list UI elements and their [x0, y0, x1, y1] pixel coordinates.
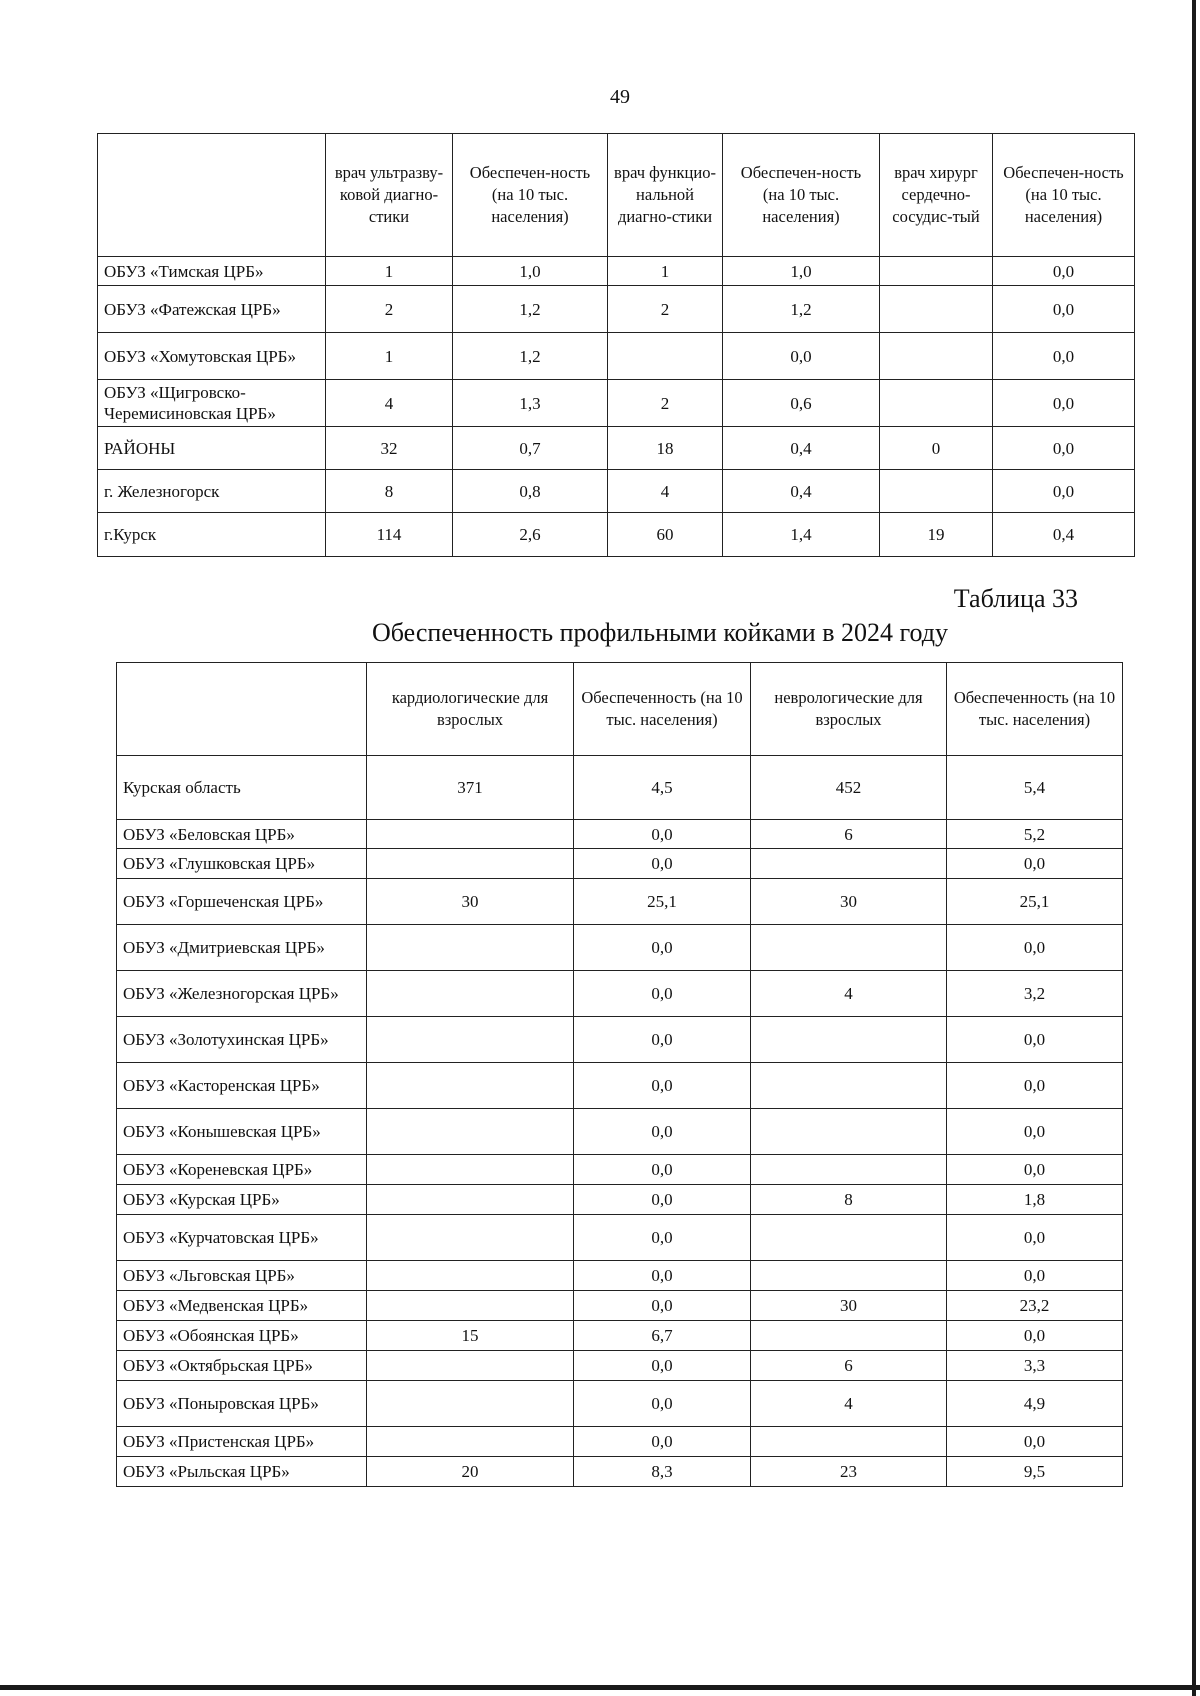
value-cell [751, 925, 947, 971]
table-row [117, 1291, 1123, 1321]
value-cell: 1,0 [453, 257, 608, 286]
table-row [117, 971, 1123, 1017]
value-cell [367, 1109, 574, 1155]
row-label-cell: г.Курск [98, 513, 326, 557]
value-cell: 30 [751, 879, 947, 925]
row-label-cell: ОБУЗ «Фатежская ЦРБ» [98, 286, 326, 333]
row-label-cell: ОБУЗ «Щигровско-Черемисиновская ЦРБ» [98, 380, 326, 427]
table-row [117, 879, 1123, 925]
value-cell: 4,9 [947, 1381, 1123, 1427]
value-cell [367, 1215, 574, 1261]
table-title: Обеспеченность профильными койками в 2024 году [372, 618, 948, 647]
row-label-cell: ОБУЗ «Касторенская ЦРБ» [117, 1063, 367, 1109]
header-cell-provision: Обеспечен-ность (на 10 тыс. населения) [453, 134, 608, 257]
row-label-cell: ОБУЗ «Дмитриевская ЦРБ» [117, 925, 367, 971]
value-cell: 4 [608, 470, 723, 513]
row-label-cell: ОБУЗ «Беловская ЦРБ» [117, 820, 367, 849]
value-cell: 0,0 [947, 849, 1123, 879]
table-row [117, 1185, 1123, 1215]
value-cell: 6 [751, 820, 947, 849]
table-header-row [98, 134, 1135, 257]
table-row [117, 1215, 1123, 1261]
value-cell: 1,2 [723, 286, 880, 333]
value-cell: 0,0 [574, 1381, 751, 1427]
row-label-cell: ОБУЗ «Пристенская ЦРБ» [117, 1427, 367, 1457]
row-label-cell: ОБУЗ «Льговская ЦРБ» [117, 1261, 367, 1291]
header-cell-provision: Обеспечен-ность (на 10 тыс. населения) [993, 134, 1135, 257]
value-cell: 0,0 [723, 333, 880, 380]
row-label-cell: ОБУЗ «Курская ЦРБ» [117, 1185, 367, 1215]
value-cell [751, 1063, 947, 1109]
value-cell: 25,1 [947, 879, 1123, 925]
value-cell [608, 333, 723, 380]
value-cell: 2,6 [453, 513, 608, 557]
value-cell: 452 [751, 756, 947, 820]
row-label-cell: ОБУЗ «Поныровская ЦРБ» [117, 1381, 367, 1427]
scan-border-right [1192, 0, 1196, 1696]
row-label-cell: ОБУЗ «Глушковская ЦРБ» [117, 849, 367, 879]
value-cell: 4 [751, 971, 947, 1017]
value-cell: 0,0 [574, 1261, 751, 1291]
value-cell: 0,0 [947, 1109, 1123, 1155]
value-cell: 1,2 [453, 333, 608, 380]
table-header-row [117, 663, 1123, 756]
value-cell: 0,0 [574, 925, 751, 971]
header-cell-provision: Обеспеченность (на 10 тыс. населения) [947, 663, 1123, 756]
value-cell [367, 1017, 574, 1063]
staff-table-body [98, 257, 1135, 557]
value-cell: 30 [751, 1291, 947, 1321]
table-row [117, 1063, 1123, 1109]
value-cell [367, 1351, 574, 1381]
value-cell: 4 [751, 1381, 947, 1427]
value-cell: 0,4 [723, 427, 880, 470]
value-cell: 0,0 [574, 849, 751, 879]
row-label-cell: ОБУЗ «Обоянская ЦРБ» [117, 1321, 367, 1351]
value-cell [751, 1155, 947, 1185]
value-cell: 2 [326, 286, 453, 333]
value-cell: 1,4 [723, 513, 880, 557]
table-row [98, 333, 1135, 380]
value-cell: 1,3 [453, 380, 608, 427]
value-cell: 0 [880, 427, 993, 470]
value-cell: 0,0 [574, 1017, 751, 1063]
value-cell: 0,0 [993, 380, 1135, 427]
staff-table [97, 133, 1135, 557]
table-row [117, 1381, 1123, 1427]
table-row [98, 380, 1135, 427]
value-cell: 5,2 [947, 820, 1123, 849]
value-cell: 0,0 [993, 333, 1135, 380]
table-row [117, 1351, 1123, 1381]
value-cell: 5,4 [947, 756, 1123, 820]
value-cell: 8 [326, 470, 453, 513]
value-cell: 0,0 [947, 1261, 1123, 1291]
value-cell: 2 [608, 380, 723, 427]
value-cell: 0,0 [574, 1427, 751, 1457]
value-cell [367, 1063, 574, 1109]
value-cell: 371 [367, 756, 574, 820]
value-cell: 0,6 [723, 380, 880, 427]
table-row [98, 257, 1135, 286]
value-cell [367, 1427, 574, 1457]
value-cell [367, 820, 574, 849]
row-label-cell: ОБУЗ «Конышевская ЦРБ» [117, 1109, 367, 1155]
header-cell-ultrasound-doctor: врач ультразву-ковой диагно-стики [326, 134, 453, 257]
value-cell: 1,2 [453, 286, 608, 333]
value-cell: 0,0 [574, 1063, 751, 1109]
value-cell [751, 1017, 947, 1063]
beds-table-body [117, 756, 1123, 1487]
value-cell: 0,7 [453, 427, 608, 470]
header-cell-provision: Обеспеченность (на 10 тыс. населения) [574, 663, 751, 756]
row-label-cell: ОБУЗ «Рыльская ЦРБ» [117, 1457, 367, 1487]
row-label-cell: ОБУЗ «Медвенская ЦРБ» [117, 1291, 367, 1321]
table-row [117, 925, 1123, 971]
value-cell: 0,0 [947, 1155, 1123, 1185]
value-cell: 3,3 [947, 1351, 1123, 1381]
table-row [98, 513, 1135, 557]
value-cell: 4,5 [574, 756, 751, 820]
value-cell: 32 [326, 427, 453, 470]
value-cell: 8,3 [574, 1457, 751, 1487]
value-cell [367, 1381, 574, 1427]
row-label-cell: ОБУЗ «Тимская ЦРБ» [98, 257, 326, 286]
value-cell: 20 [367, 1457, 574, 1487]
row-label-cell: ОБУЗ «Кореневская ЦРБ» [117, 1155, 367, 1185]
row-label-cell: Курская область [117, 756, 367, 820]
value-cell: 1 [326, 333, 453, 380]
value-cell: 0,0 [574, 1155, 751, 1185]
header-cell-provision: Обеспечен-ность (на 10 тыс. населения) [723, 134, 880, 257]
value-cell: 0,0 [574, 971, 751, 1017]
value-cell [751, 1215, 947, 1261]
table-row [117, 1109, 1123, 1155]
value-cell: 60 [608, 513, 723, 557]
value-cell: 18 [608, 427, 723, 470]
value-cell [367, 849, 574, 879]
table-row [117, 1427, 1123, 1457]
value-cell: 0,4 [723, 470, 880, 513]
table-row [117, 1017, 1123, 1063]
value-cell: 4 [326, 380, 453, 427]
value-cell: 0,0 [993, 257, 1135, 286]
value-cell: 0,0 [574, 1351, 751, 1381]
value-cell: 0,0 [993, 286, 1135, 333]
value-cell: 0,0 [574, 1215, 751, 1261]
value-cell: 30 [367, 879, 574, 925]
value-cell: 1 [608, 257, 723, 286]
value-cell: 3,2 [947, 971, 1123, 1017]
value-cell: 1,0 [723, 257, 880, 286]
row-label-cell: ОБУЗ «Горшеченская ЦРБ» [117, 879, 367, 925]
table-row [117, 820, 1123, 849]
value-cell [751, 1109, 947, 1155]
value-cell [367, 1185, 574, 1215]
row-label-cell: г. Железногорск [98, 470, 326, 513]
value-cell: 23,2 [947, 1291, 1123, 1321]
table-number-label: Таблица 33 [953, 584, 1078, 613]
table-row [117, 1155, 1123, 1185]
table-row [117, 756, 1123, 820]
value-cell [880, 257, 993, 286]
page-number: 49 [610, 86, 630, 108]
table-row [98, 286, 1135, 333]
value-cell: 0,0 [947, 925, 1123, 971]
value-cell: 0,0 [947, 1215, 1123, 1261]
table-row [117, 1321, 1123, 1351]
header-cell-cardiovascular-surgeon: врач хирург сердечно-сосудис-тый [880, 134, 993, 257]
value-cell: 9,5 [947, 1457, 1123, 1487]
value-cell: 23 [751, 1457, 947, 1487]
value-cell [751, 1321, 947, 1351]
value-cell: 0,0 [574, 820, 751, 849]
value-cell: 6,7 [574, 1321, 751, 1351]
value-cell: 19 [880, 513, 993, 557]
value-cell: 0,0 [574, 1109, 751, 1155]
value-cell [367, 1155, 574, 1185]
value-cell: 1 [326, 257, 453, 286]
value-cell [880, 333, 993, 380]
value-cell: 25,1 [574, 879, 751, 925]
value-cell: 0,0 [947, 1063, 1123, 1109]
row-label-cell: ОБУЗ «Железногорская ЦРБ» [117, 971, 367, 1017]
table-row [98, 470, 1135, 513]
value-cell [367, 925, 574, 971]
value-cell: 0,4 [993, 513, 1135, 557]
value-cell [367, 971, 574, 1017]
value-cell [880, 286, 993, 333]
table-row [98, 427, 1135, 470]
value-cell: 0,0 [947, 1017, 1123, 1063]
value-cell [751, 1261, 947, 1291]
value-cell [880, 470, 993, 513]
row-label-cell: ОБУЗ «Золотухинская ЦРБ» [117, 1017, 367, 1063]
header-cell-functional-diagnostics-doctor: врач функцио-нальной диагно-стики [608, 134, 723, 257]
header-cell-blank [98, 134, 326, 257]
value-cell: 0,8 [453, 470, 608, 513]
header-cell-cardiology-beds: кардиологические для взрослых [367, 663, 574, 756]
header-cell-neurology-beds: неврологические для взрослых [751, 663, 947, 756]
row-label-cell: ОБУЗ «Октябрьская ЦРБ» [117, 1351, 367, 1381]
row-label-cell: ОБУЗ «Хомутовская ЦРБ» [98, 333, 326, 380]
value-cell: 0,0 [947, 1427, 1123, 1457]
value-cell: 0,0 [947, 1321, 1123, 1351]
row-label-cell: ОБУЗ «Курчатовская ЦРБ» [117, 1215, 367, 1261]
value-cell: 2 [608, 286, 723, 333]
value-cell [751, 849, 947, 879]
value-cell: 1,8 [947, 1185, 1123, 1215]
header-cell-blank [117, 663, 367, 756]
value-cell [880, 380, 993, 427]
value-cell: 0,0 [993, 427, 1135, 470]
value-cell: 0,0 [574, 1291, 751, 1321]
value-cell: 114 [326, 513, 453, 557]
value-cell: 15 [367, 1321, 574, 1351]
table-row [117, 1261, 1123, 1291]
value-cell [367, 1261, 574, 1291]
value-cell: 0,0 [574, 1185, 751, 1215]
table-row [117, 849, 1123, 879]
value-cell [751, 1427, 947, 1457]
scan-border-bottom [0, 1685, 1200, 1690]
value-cell [367, 1291, 574, 1321]
beds-table [116, 662, 1123, 1487]
row-label-cell: РАЙОНЫ [98, 427, 326, 470]
value-cell: 6 [751, 1351, 947, 1381]
value-cell: 0,0 [993, 470, 1135, 513]
value-cell: 8 [751, 1185, 947, 1215]
table-row [117, 1457, 1123, 1487]
